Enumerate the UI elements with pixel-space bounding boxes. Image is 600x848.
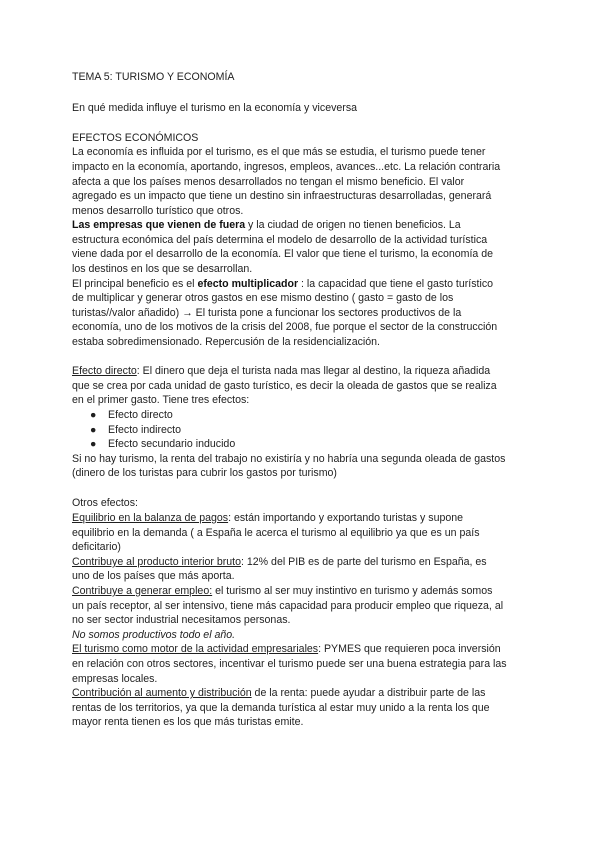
document-subtitle: En qué medida influye el turismo en la economía y viceversa <box>72 102 358 114</box>
paragraph-line: empresas locales. <box>72 673 158 685</box>
document-title: TEMA 5: TURISMO Y ECONOMÍA <box>72 71 235 83</box>
section-heading: EFECTOS ECONÓMICOS <box>72 132 199 144</box>
paragraph-line: menos desarrollo turístico que otros. <box>72 205 244 217</box>
paragraph-line: turistas//valor añadido) → El turista pone a funcionar los sectores productivos de la <box>72 307 462 319</box>
paragraph-line <box>72 584 492 598</box>
paragraph-line: en el primer gasto. Tiene tres efectos: <box>72 394 250 406</box>
text-run: : la capacidad que tiene el gasto turístico <box>298 278 494 290</box>
underlined-term: Efecto directo <box>72 365 137 377</box>
paragraph-line <box>72 642 501 656</box>
underlined-term: Contribución al aumento y distribución <box>72 687 252 699</box>
paragraph-line: no ser sector industrial necesitamos personas. <box>72 614 291 626</box>
paragraph-line: economía, uno de los motivos de la crisis del 2008, fue porque el sector de la construcción <box>72 321 498 333</box>
paragraph-line <box>72 364 490 378</box>
paragraph-line: un país receptor, al ser intensivo, tiene más capacidad para producir empleo que riqueza, al <box>72 600 504 612</box>
paragraph-line: estructura económica del país determina el modelo de desarrollo de la actividad turística <box>72 234 488 246</box>
paragraph-line: uno de los países que más aporta. <box>72 570 235 582</box>
paragraph-line: equilibrio en la demanda ( a España le acerca el turismo al equilibrio ya que es un país <box>72 527 480 539</box>
underlined-term: Equilibrio en la balanza de pagos <box>72 512 229 524</box>
underlined-term: Contribuye a generar empleo: <box>72 585 213 597</box>
text-run: de la renta: puede ayudar a distribuir parte de las <box>251 687 486 699</box>
paragraph-line: (dinero de los turistas para cubrir los gastos por turismo) <box>72 467 337 479</box>
bold-phrase: Las empresas que vienen de fuera <box>72 219 246 231</box>
list-item: Efecto secundario inducido <box>108 438 236 450</box>
paragraph-line <box>72 218 461 232</box>
paragraph-line <box>72 686 485 700</box>
list-item: Efecto indirecto <box>108 424 182 436</box>
paragraph-line: viene dada por el desarrollo de la economía. El valor que tiene el turismo, la economía de <box>72 248 494 260</box>
bullet-icon: ● <box>90 424 97 436</box>
bullet-icon: ● <box>90 409 97 421</box>
paragraph-line: rentas de los territorios, ya que la demanda turística al estar muy unido a la renta los que <box>72 702 490 714</box>
paragraph-line: afecta a que los países menos desarrollados no tengan el mismo beneficio. El valor <box>72 176 465 188</box>
text-run: : están importando y exportando turistas y supone <box>228 512 464 524</box>
paragraph-line <box>72 277 493 291</box>
paragraph-line: agregado es un impacto que tiene un destino sin infraestructuras desarrolladas, generará <box>72 190 492 202</box>
text-run: el turismo al ser muy instintivo en turismo y además somos <box>212 585 493 597</box>
paragraph-line: mayor renta tienen es los que más turistas emite. <box>72 716 304 728</box>
text-run: : PYMES que requieren poca inversión <box>318 643 501 655</box>
subheading: Otros efectos: <box>72 497 138 509</box>
text-run: El principal beneficio es el <box>72 278 198 290</box>
paragraph-line: los destinos en los que se desarrollan. <box>72 263 253 275</box>
paragraph-line <box>72 511 463 525</box>
paragraph-line: Si no hay turismo, la renta del trabajo no existiría y no habría una segunda oleada de gastos <box>72 453 506 465</box>
underlined-term: Contribuye al producto interior bruto <box>72 556 242 568</box>
bold-phrase: efecto multiplicador <box>197 278 299 290</box>
text-run: y la ciudad de origen no tienen beneficios. La <box>245 219 461 231</box>
paragraph-line <box>72 555 487 569</box>
text-run: : El dinero que deja el turista nada mas llegar al destino, la riqueza añadida <box>136 365 491 377</box>
bullet-icon: ● <box>90 438 97 450</box>
paragraph-line: que se crea por cada unidad de gasto turístico, es decir la oleada de gastos que se realiza <box>72 380 497 392</box>
paragraph-line: de multiplicar y generar otros gastos en ese mismo destino ( gasto = gasto de los <box>72 292 454 304</box>
paragraph-line: estaba sobredimensionado. Repercusión de la residencialización. <box>72 336 380 348</box>
paragraph-line: impacto en la economía, aportando, ingresos, empleos, avances...etc. La relación contraria <box>72 161 501 173</box>
italic-note: No somos productivos todo el año. <box>72 629 236 641</box>
paragraph-line: en relación con otros sectores, incentivar el turismo puede ser una buena estrategia para las <box>72 658 507 670</box>
paragraph-line: La economía es influida por el turismo, es el que más se estudia, el turismo puede tener <box>72 146 486 158</box>
underlined-term: El turismo como motor de la actividad empresariales <box>72 643 319 655</box>
paragraph-line: deficitario) <box>72 541 121 553</box>
text-run: : 12% del PIB es de parte del turismo en España, es <box>241 556 487 568</box>
list-item: Efecto directo <box>108 409 173 421</box>
